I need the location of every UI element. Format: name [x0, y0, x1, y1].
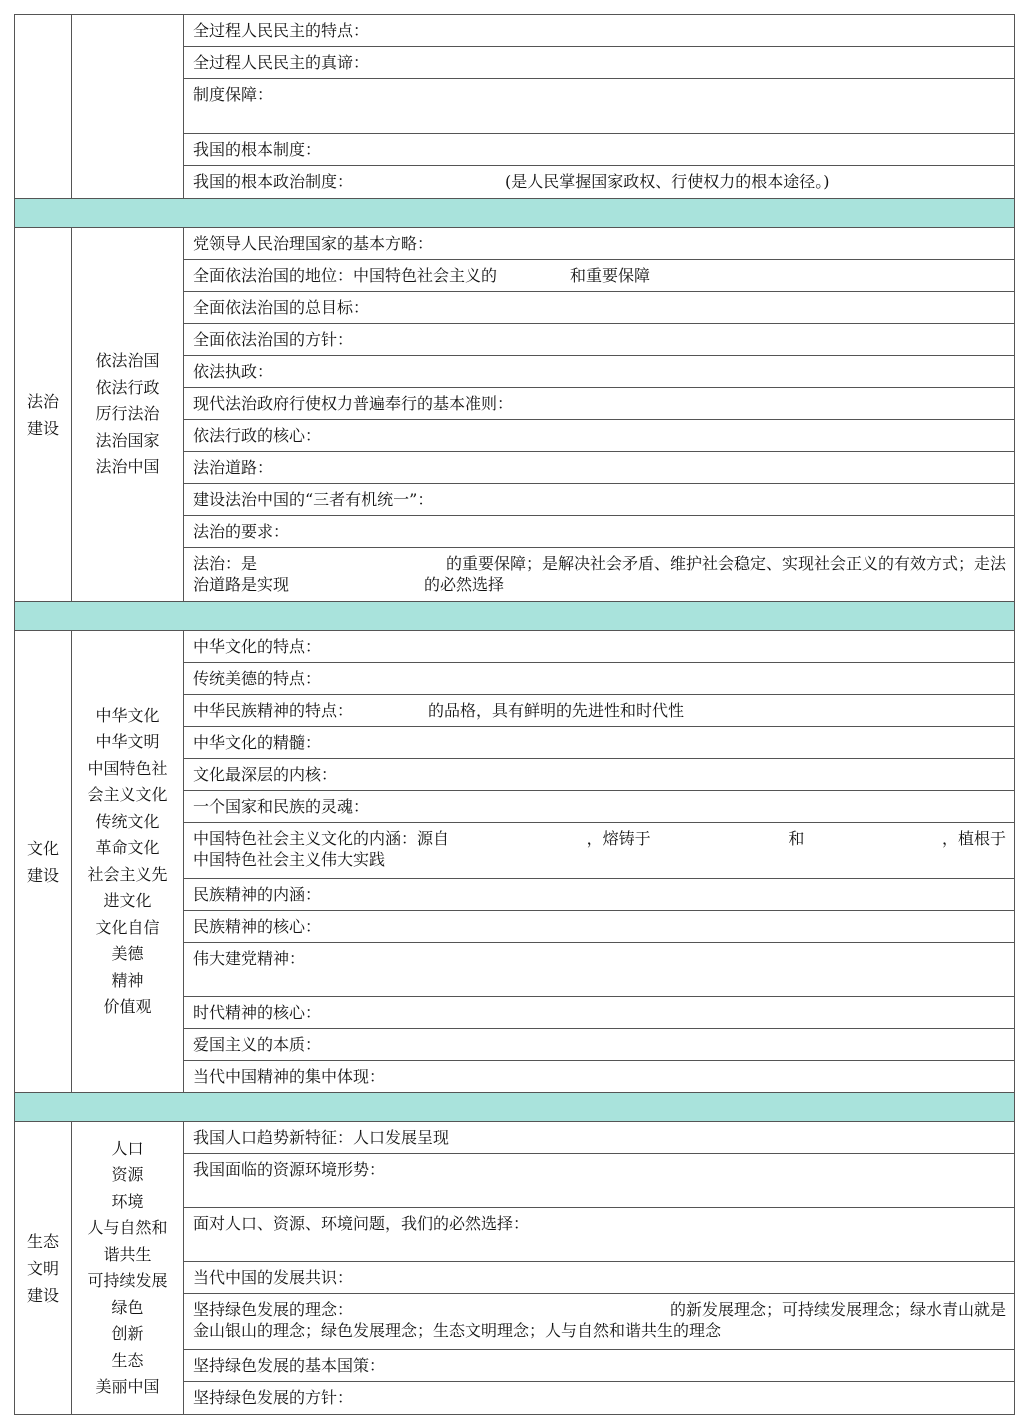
prompt-line: [193, 668, 1006, 689]
section-separator: [15, 199, 1015, 228]
subtopic-item: 环境: [111, 1191, 144, 1211]
category-label-line: 生态: [26, 1231, 59, 1251]
prompt-line: [193, 329, 1006, 350]
category-label-line: 建设: [26, 418, 59, 438]
table-row: [15, 228, 1015, 260]
prompt-content: [193, 1355, 1006, 1377]
prompt-line-2-text: 金山银山的理念；绿色发展理念；生态文明理念；人与自然和谐共生的理念: [193, 1321, 722, 1340]
prompt-cell: [184, 134, 1015, 166]
prompt-content: [193, 329, 1006, 351]
subtopic-item: 社会主义先: [87, 864, 168, 884]
prompt-line: [193, 1355, 1006, 1376]
prompt-cell: [184, 631, 1015, 663]
prompt-line-2: [193, 1320, 1006, 1341]
prompt-line: [193, 1002, 1006, 1023]
prompt-line: [193, 1267, 1006, 1288]
prompt-line: [193, 828, 1006, 849]
prompt-fragment: 和: [788, 829, 805, 848]
prompt-content: [193, 1002, 1006, 1024]
prompt-label: 坚持绿色发展的基本国策：: [193, 1356, 386, 1375]
prompt-label: 中华文化的特点：: [193, 637, 322, 656]
prompt-tail: 的品格，具有鲜明的先进性和时代性: [428, 701, 685, 720]
prompt-content: [193, 20, 1006, 42]
prompt-cell: [184, 1122, 1015, 1154]
prompt-cell: [184, 228, 1015, 260]
prompt-line-2-text: 治道路是实现: [193, 575, 290, 594]
prompt-tail: 和重要保障: [570, 266, 651, 285]
prompt-line: [193, 393, 1006, 414]
prompt-line: [193, 1034, 1006, 1055]
prompt-line: [193, 521, 1006, 542]
prompt-content: [193, 52, 1006, 74]
prompt-line: [193, 732, 1006, 753]
subtopic-item: 中华文明: [95, 732, 160, 751]
subtopic-item: 中国特色社: [87, 758, 168, 778]
prompt-label: 我国面临的资源环境形势：: [193, 1160, 386, 1179]
category-label-line: 法治: [26, 391, 59, 411]
subtopic-item: 传统文化: [95, 811, 160, 831]
prompt-label: 爱国主义的本质：: [193, 1035, 322, 1054]
prompt-content: [193, 139, 1006, 161]
prompt-cell: [184, 759, 1015, 791]
prompt-cell: [184, 943, 1015, 997]
prompt-cell: [184, 292, 1015, 324]
prompt-line: [193, 361, 1006, 382]
table-row: [15, 1122, 1015, 1154]
subtopic-item: 革命文化: [95, 838, 160, 857]
prompt-label: 当代中国的发展共识：: [193, 1268, 354, 1287]
prompt-cell: [184, 1294, 1015, 1350]
prompt-cell: [184, 663, 1015, 695]
subtopic-cell: [72, 1122, 184, 1415]
prompt-line: [193, 457, 1006, 478]
subtopic-item: 人口: [111, 1138, 144, 1158]
prompt-cell: [184, 260, 1015, 292]
prompt-label: 全过程人民民主的特点：: [193, 21, 370, 40]
category-cell: [15, 1122, 72, 1415]
category-label-line: 文明: [26, 1258, 59, 1278]
prompt-line: [193, 1213, 1006, 1234]
prompt-cell: [184, 452, 1015, 484]
prompt-cell: [184, 548, 1015, 602]
prompt-line-left: [193, 1299, 353, 1320]
prompt-label: 中华文化的精髓：: [193, 733, 322, 752]
prompt-label: 文化最深层的内核：: [193, 765, 338, 784]
prompt-content: [193, 1159, 1006, 1203]
prompt-label: 我国的根本政治制度：: [193, 172, 354, 191]
subtopic-cell: [72, 631, 184, 1093]
prompt-line: [193, 1299, 1006, 1320]
prompt-line: [193, 884, 1006, 905]
prompt-content: [193, 636, 1006, 658]
subtopic-item: 创新: [111, 1324, 144, 1343]
prompt-line: [193, 20, 1006, 41]
prompt-label: 依法执政：: [193, 362, 274, 381]
prompt-content: [193, 265, 1006, 287]
subtopic-item: 美丽中国: [95, 1377, 160, 1396]
prompt-cell: [184, 1029, 1015, 1061]
subtopic-item: 人与自然和: [87, 1218, 168, 1237]
prompt-line: [193, 1387, 1006, 1408]
prompt-line-2: 中国特色社会主义伟大实践: [193, 850, 386, 869]
prompt-content: [193, 668, 1006, 690]
subtopic-item: 厉行法治: [95, 404, 160, 424]
prompt-cell: [184, 911, 1015, 943]
prompt-content: [193, 1066, 1006, 1088]
section-separator-bar: [15, 1093, 1015, 1122]
prompt-line: [193, 297, 1006, 318]
prompt-line: [193, 553, 1006, 574]
prompt-cell: [184, 1208, 1015, 1262]
prompt-cell: [184, 1382, 1015, 1415]
subtopic-item: 精神: [111, 970, 144, 990]
prompt-label: 我国人口趋势新特征：人口发展呈现: [193, 1128, 450, 1147]
prompt-line: [193, 636, 1006, 657]
prompt-cell: [184, 15, 1015, 47]
subtopic-item: 价值观: [103, 997, 152, 1016]
subtopic-item: 可持续发展: [87, 1271, 168, 1290]
prompt-line: [193, 700, 1006, 721]
prompt-line: [193, 916, 1006, 937]
prompt-label: 全面依法治国的总目标：: [193, 298, 370, 317]
subtopic-item: 谐共生: [103, 1244, 152, 1264]
subtopic-item: 资源: [111, 1165, 144, 1184]
prompt-label: 传统美德的特点：: [193, 669, 322, 688]
prompt-cell: [184, 1262, 1015, 1294]
subtopic-item: 进文化: [103, 891, 152, 910]
subtopic-cell: [72, 15, 184, 199]
prompt-label: 民族精神的核心：: [193, 917, 322, 936]
prompt-line: [193, 1159, 1006, 1180]
prompt-content: [193, 553, 1006, 597]
prompt-label: 全过程人民民主的真谛：: [193, 53, 370, 72]
prompt-content: [193, 732, 1006, 754]
prompt-label: 当代中国精神的集中体现：: [193, 1067, 386, 1086]
prompt-cell: [184, 997, 1015, 1029]
prompt-label: 坚持绿色发展的方针：: [193, 1388, 354, 1407]
prompt-label: 法治：是: [193, 554, 258, 573]
prompt-cell: [184, 695, 1015, 727]
prompt-line: [193, 265, 1006, 286]
prompt-content: [193, 489, 1006, 511]
prompt-cell: [184, 324, 1015, 356]
section-separator-bar: [15, 199, 1015, 228]
prompt-cell: [184, 420, 1015, 452]
category-label-line: 建设: [26, 1285, 59, 1305]
prompt-content: [193, 297, 1006, 319]
prompt-cell: [184, 1154, 1015, 1208]
prompt-line: [193, 764, 1006, 785]
prompt-label: 现代法治政府行使权力普遍奉行的基本准则：: [193, 394, 514, 413]
prompt-content: [193, 457, 1006, 479]
prompt-label: 全面依法治国的方针：: [193, 330, 354, 349]
prompt-label: 坚持绿色发展的理念：: [193, 1300, 354, 1319]
subtopic-item: 依法行政: [95, 377, 160, 397]
prompt-line-2-tail: 的必然选择: [424, 575, 505, 594]
prompt-content: [193, 1213, 1006, 1257]
prompt-label: 一个国家和民族的灵魂：: [193, 797, 370, 816]
prompt-line: [193, 948, 1006, 969]
prompt-label: 全面依法治国的地位：中国特色社会主义的: [193, 266, 498, 285]
prompt-content: [193, 393, 1006, 415]
prompt-content: [193, 1127, 1006, 1149]
prompt-content: [193, 948, 1006, 992]
prompt-tail: 的新发展理念；可持续发展理念；绿水青山就是: [669, 1300, 1006, 1319]
prompt-tail: 的重要保障；是解决社会矛盾、维护社会稳定、实现社会正义的有效方式；走法: [445, 554, 1006, 573]
prompt-label: 中华民族精神的特点：: [193, 701, 354, 720]
prompt-cell: [184, 823, 1015, 879]
category-cell: [15, 228, 72, 602]
prompt-content: [193, 1034, 1006, 1056]
section-separator-bar: [15, 602, 1015, 631]
prompt-label: 制度保障：: [193, 85, 274, 104]
prompt-content: [193, 233, 1006, 255]
prompt-cell: [184, 356, 1015, 388]
prompt-line-left: [193, 553, 257, 574]
prompt-cell: [184, 388, 1015, 420]
table-row: [15, 631, 1015, 663]
prompt-fragment: ，熔铸于: [586, 829, 651, 848]
prompt-cell: [184, 1350, 1015, 1382]
prompt-cell: [184, 1061, 1015, 1093]
category-label-line: 建设: [26, 865, 59, 885]
prompt-line: [193, 1127, 1006, 1148]
prompt-label: 法治的要求：: [193, 522, 290, 541]
prompt-cell: [184, 516, 1015, 548]
prompt-label: 伟大建党精神：: [193, 949, 306, 968]
worksheet: [14, 14, 1014, 1415]
prompt-label: 党领导人民治理国家的基本方略：: [193, 234, 434, 253]
prompt-content: [193, 796, 1006, 818]
subtopic-item: 绿色: [111, 1297, 144, 1317]
prompt-content: [193, 361, 1006, 383]
subtopic-item: 生态: [111, 1350, 144, 1370]
prompt-label: 法治道路：: [193, 458, 274, 477]
prompt-cell: [184, 47, 1015, 79]
subtopic-item: 依法治国: [95, 351, 160, 371]
table-row: [15, 15, 1015, 47]
prompt-tail: (是人民掌握国家政权、行使权力的根本途径。): [505, 172, 830, 191]
prompt-line: [193, 171, 1006, 192]
prompt-label: 建设法治中国的“三者有机统一”：: [193, 490, 434, 509]
category-label-line: 文化: [26, 838, 59, 858]
prompt-fragment: ，植根于: [941, 829, 1006, 848]
outline-table: [14, 14, 1015, 1415]
prompt-content: [193, 916, 1006, 938]
outline-table-body: [15, 15, 1015, 1415]
prompt-line: [193, 489, 1006, 510]
prompt-line: [193, 233, 1006, 254]
prompt-line: [193, 425, 1006, 446]
prompt-content: [193, 1387, 1006, 1410]
subtopic-item: 会主义文化: [87, 785, 168, 804]
prompt-content: [193, 425, 1006, 447]
prompt-content: [193, 828, 1006, 874]
prompt-line: [193, 796, 1006, 817]
category-cell: [15, 631, 72, 1093]
prompt-content: [193, 700, 1006, 722]
prompt-content: [193, 521, 1006, 543]
subtopic-item: 美德: [111, 944, 144, 963]
prompt-label: 面对人口、资源、环境问题，我们的必然选择：: [193, 1214, 530, 1233]
subtopic-item: 中华文化: [95, 705, 160, 725]
prompt-label: 依法行政的核心：: [193, 426, 322, 445]
prompt-cell: [184, 879, 1015, 911]
prompt-cell: [184, 484, 1015, 516]
prompt-content: [193, 1267, 1006, 1289]
subtopic-item: 法治中国: [95, 457, 160, 477]
prompt-line: [193, 52, 1006, 73]
prompt-cell: [184, 166, 1015, 199]
prompt-line-2: [193, 574, 1006, 595]
prompt-content: [193, 84, 1006, 129]
prompt-label: 民族精神的内涵：: [193, 885, 322, 904]
section-separator: [15, 1093, 1015, 1122]
prompt-content: [193, 764, 1006, 786]
prompt-line: [193, 1066, 1006, 1087]
prompt-content: [193, 1299, 1006, 1345]
subtopic-item: 文化自信: [95, 917, 160, 937]
prompt-line: [193, 84, 1006, 105]
subtopic-item: 法治国家: [95, 430, 160, 450]
prompt-label: 我国的根本制度：: [193, 140, 322, 159]
subtopic-cell: [72, 228, 184, 602]
category-cell: [15, 15, 72, 199]
prompt-content: [193, 884, 1006, 906]
prompt-content: [193, 171, 1006, 194]
prompt-cell: [184, 727, 1015, 759]
prompt-line: [193, 139, 1006, 160]
prompt-label: 时代精神的核心：: [193, 1003, 322, 1022]
prompt-cell: [184, 79, 1015, 134]
prompt-label: 中国特色社会主义文化的内涵：源自: [193, 829, 450, 848]
section-separator: [15, 602, 1015, 631]
prompt-cell: [184, 791, 1015, 823]
